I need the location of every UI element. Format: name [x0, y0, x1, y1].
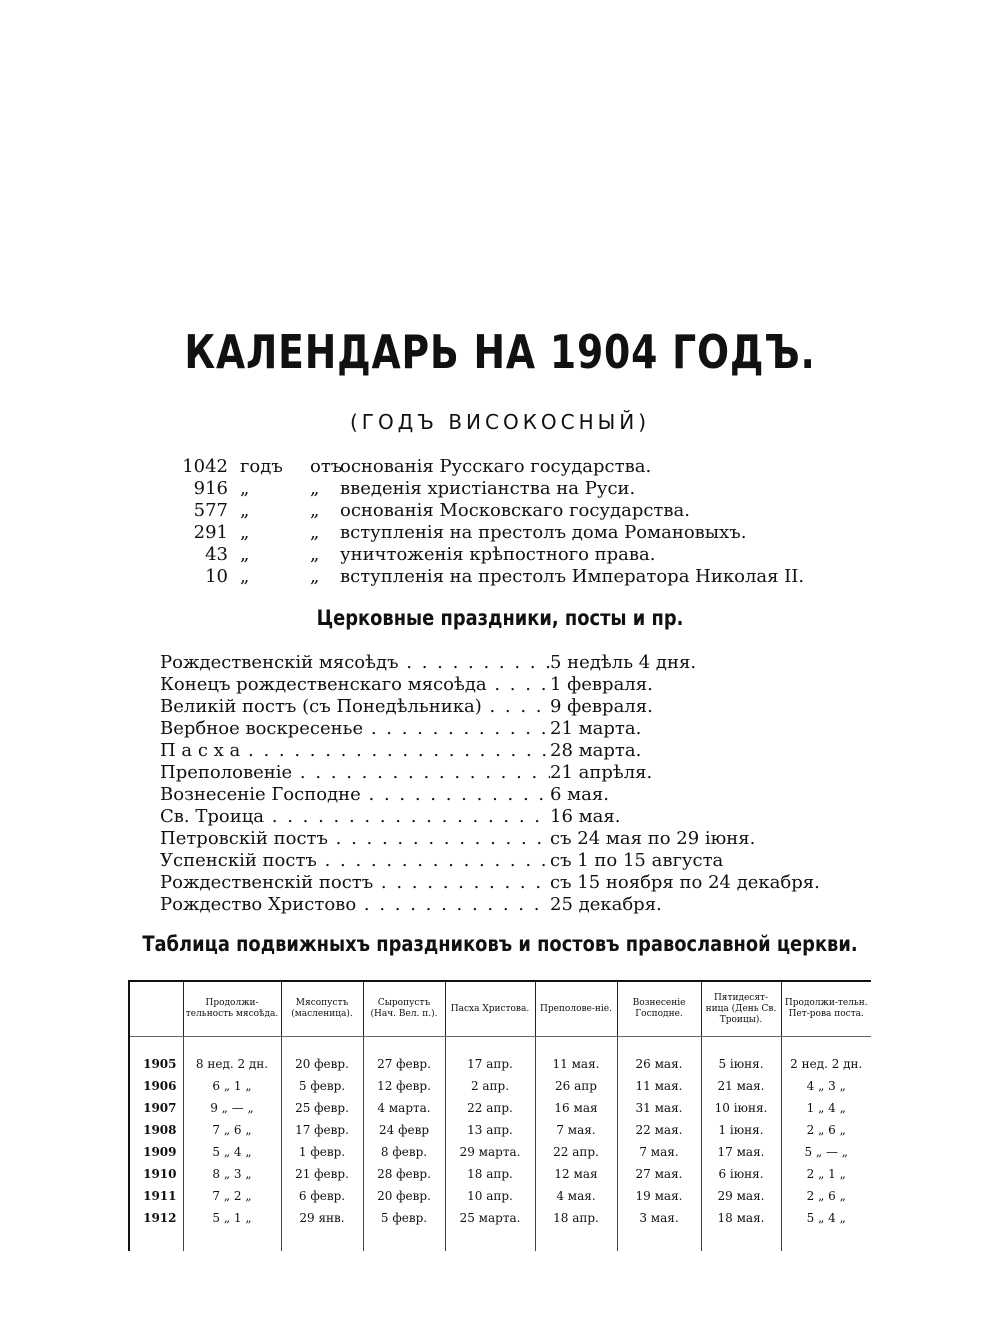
list-item — [160, 740, 880, 762]
table-cell: 7 мая. — [617, 1141, 701, 1163]
year-from: „ — [310, 500, 320, 521]
list-item — [160, 696, 880, 718]
table-cell: 2 апр. — [445, 1075, 535, 1097]
feast-value: 28 марта. — [550, 740, 642, 761]
table-cell: 4 мая. — [535, 1185, 617, 1207]
year-from: отъ — [310, 456, 343, 477]
column-header — [129, 981, 183, 1037]
table-cell: 5 іюня. — [701, 1053, 781, 1075]
list-item — [170, 566, 870, 588]
table-cell: 6 „ 1 „ — [183, 1075, 281, 1097]
year-event: основанія Московскаго государства. — [340, 500, 690, 521]
table-cell: 2 „ 1 „ — [781, 1163, 871, 1185]
year-count: 916 — [193, 478, 228, 499]
table-cell: 18 апр. — [445, 1163, 535, 1185]
feast-name: П а с х а . . . — [160, 740, 550, 762]
feast-name: Рождество Христово . . . — [160, 894, 550, 916]
table-cell: 11 мая. — [535, 1053, 617, 1075]
table-cell: 28 февр. — [363, 1163, 445, 1185]
table-cell: 10 іюня. — [701, 1097, 781, 1119]
table-cell: 12 февр. — [363, 1075, 445, 1097]
feast-value: съ 1 по 15 августа — [550, 850, 724, 871]
table-cell: 2 „ 6 „ — [781, 1119, 871, 1141]
feast-value: 16 мая. — [550, 806, 621, 827]
year-event: основанія Русскаго государства. — [340, 456, 652, 477]
table-cell: 7 мая. — [535, 1119, 617, 1141]
list-item — [160, 762, 880, 784]
column-header: Продолжи-тельность мясоѣда. — [183, 981, 281, 1037]
table-cell: 1908 — [129, 1119, 183, 1141]
table-row — [129, 1185, 871, 1207]
table-cell: 20 февр. — [281, 1053, 363, 1075]
year-event: уничтоженія крѣпостного права. — [340, 544, 656, 565]
feast-name: Св. Троица . . . — [160, 806, 550, 828]
list-item — [170, 522, 870, 544]
year-from: „ — [310, 478, 320, 499]
table-cell: 17 февр. — [281, 1119, 363, 1141]
year-word: „ — [240, 566, 250, 587]
feast-value: съ 24 мая по 29 іюня. — [550, 828, 756, 849]
feast-name: Конецъ рождественскаго мясоѣда . . . — [160, 674, 550, 696]
list-item — [170, 478, 870, 500]
table-cell: 1906 — [129, 1075, 183, 1097]
feast-value: 1 февраля. — [550, 674, 653, 695]
list-item — [160, 828, 880, 850]
table-cell: 1911 — [129, 1185, 183, 1207]
feast-value: 25 декабря. — [550, 894, 662, 915]
column-header: Мясопустъ (масленица). — [281, 981, 363, 1037]
list-item — [160, 894, 880, 916]
year-event: вступленія на престолъ Императора Николая II. — [340, 566, 805, 587]
table-cell: 5 „ 1 „ — [183, 1207, 281, 1229]
table-cell: 18 мая. — [701, 1207, 781, 1229]
table-cell: 6 іюня. — [701, 1163, 781, 1185]
table-cell: 8 „ 3 „ — [183, 1163, 281, 1185]
table-cell: 8 февр. — [363, 1141, 445, 1163]
list-item — [170, 500, 870, 522]
table-cell: 4 марта. — [363, 1097, 445, 1119]
feast-name: Вербное воскресенье . . . — [160, 718, 550, 740]
years-since-list — [170, 456, 870, 588]
column-header: Преполове-ніе. — [535, 981, 617, 1037]
table-cell: 4 „ 3 „ — [781, 1075, 871, 1097]
list-item — [160, 718, 880, 740]
table-row — [129, 1163, 871, 1185]
year-from: „ — [310, 566, 320, 587]
table-cell: 19 мая. — [617, 1185, 701, 1207]
table-cell: 29 марта. — [445, 1141, 535, 1163]
year-count: 43 — [205, 544, 228, 565]
feast-value: 21 марта. — [550, 718, 642, 739]
table-cell: 10 апр. — [445, 1185, 535, 1207]
feast-name: Вознесеніе Господне . . . — [160, 784, 550, 806]
table-row — [129, 1141, 871, 1163]
table-cell: 8 нед. 2 дн. — [183, 1053, 281, 1075]
table-row — [129, 1053, 871, 1075]
year-word: „ — [240, 500, 250, 521]
year-count: 10 — [205, 566, 228, 587]
column-header: Пятидесят-ница (День Св. Троицы). — [701, 981, 781, 1037]
column-header: Сыропустъ (Нач. Вел. п.). — [363, 981, 445, 1037]
list-item — [160, 806, 880, 828]
table-cell: 1 „ 4 „ — [781, 1097, 871, 1119]
table-row — [129, 1075, 871, 1097]
year-word: „ — [240, 544, 250, 565]
table-cell: 25 февр. — [281, 1097, 363, 1119]
table-cell: 24 февр — [363, 1119, 445, 1141]
table-cell: 1 февр. — [281, 1141, 363, 1163]
year-word: „ — [240, 522, 250, 543]
year-count: 577 — [193, 500, 228, 521]
feast-value: 21 апрѣля. — [550, 762, 653, 783]
table-cell: 26 мая. — [617, 1053, 701, 1075]
feast-name: Рождественскій мясоѣдъ . . . — [160, 652, 550, 674]
year-from: „ — [310, 522, 320, 543]
table-cell: 25 марта. — [445, 1207, 535, 1229]
table-cell: 17 апр. — [445, 1053, 535, 1075]
column-header: Пасха Христова. — [445, 981, 535, 1037]
year-event: вступленія на престолъ дома Романовыхъ. — [340, 522, 747, 543]
list-item — [170, 544, 870, 566]
table-cell: 29 янв. — [281, 1207, 363, 1229]
year-word: „ — [240, 478, 250, 499]
table-cell: 5 „ 4 „ — [781, 1207, 871, 1229]
table-row — [129, 1207, 871, 1229]
feast-name: Петровскій постъ . . . — [160, 828, 550, 850]
table-cell: 5 „ — „ — [781, 1141, 871, 1163]
table-cell: 13 апр. — [445, 1119, 535, 1141]
table-cell: 21 февр. — [281, 1163, 363, 1185]
table-cell: 1905 — [129, 1053, 183, 1075]
page-title: КАЛЕНДАРЬ НА 1904 ГОДЪ. — [184, 325, 816, 379]
feast-value: съ 15 ноября по 24 декабря. — [550, 872, 820, 893]
movable-feasts-heading: Таблица подвижныхъ праздниковъ и постовъ православной церкви. — [142, 932, 858, 956]
table-cell: 29 мая. — [701, 1185, 781, 1207]
feast-name: Преполовеніе . . . — [160, 762, 550, 784]
list-item — [160, 850, 880, 872]
feast-value: 6 мая. — [550, 784, 609, 805]
list-item — [160, 872, 880, 894]
table-cell: 1 іюня. — [701, 1119, 781, 1141]
table-cell: 22 апр. — [445, 1097, 535, 1119]
table-cell: 9 „ — „ — [183, 1097, 281, 1119]
table-header-row — [129, 981, 871, 1037]
table-cell: 6 февр. — [281, 1185, 363, 1207]
feast-name: Рождественскій постъ . . . — [160, 872, 550, 894]
table-cell: 2 „ 6 „ — [781, 1185, 871, 1207]
year-count: 1042 — [182, 456, 228, 477]
feast-name: Успенскій постъ . . . — [160, 850, 550, 872]
column-header: Вознесеніе Господне. — [617, 981, 701, 1037]
table-cell: 7 „ 6 „ — [183, 1119, 281, 1141]
feast-value: 9 февраля. — [550, 696, 653, 717]
table-cell: 20 февр. — [363, 1185, 445, 1207]
column-header: Продолжи-тельн. Пет-рова поста. — [781, 981, 871, 1037]
table-row — [129, 1119, 871, 1141]
list-item — [170, 456, 870, 478]
year-word: годъ — [240, 456, 283, 477]
table-cell: 22 апр. — [535, 1141, 617, 1163]
table-cell: 2 нед. 2 дн. — [781, 1053, 871, 1075]
table-cell: 18 апр. — [535, 1207, 617, 1229]
table-cell: 1910 — [129, 1163, 183, 1185]
table-cell: 21 мая. — [701, 1075, 781, 1097]
list-item — [160, 652, 880, 674]
feast-name: Великій постъ (съ Понедѣльника) . . . — [160, 696, 550, 718]
table-cell: 7 „ 2 „ — [183, 1185, 281, 1207]
year-count: 291 — [193, 522, 228, 543]
year-event: введенія христіанства на Руси. — [340, 478, 636, 499]
year-from: „ — [310, 544, 320, 565]
table-cell: 12 мая — [535, 1163, 617, 1185]
table-cell: 31 мая. — [617, 1097, 701, 1119]
table-cell: 17 мая. — [701, 1141, 781, 1163]
table-cell: 27 февр. — [363, 1053, 445, 1075]
table-cell: 11 мая. — [617, 1075, 701, 1097]
table-cell: 1907 — [129, 1097, 183, 1119]
table-tail-row — [129, 1229, 871, 1251]
movable-feasts-table-wrapper — [128, 980, 870, 1251]
feast-value: 5 недѣль 4 дня. — [550, 652, 697, 673]
table-cell: 22 мая. — [617, 1119, 701, 1141]
table-cell: 5 „ 4 „ — [183, 1141, 281, 1163]
table-cell: 5 февр. — [363, 1207, 445, 1229]
table-cell: 1909 — [129, 1141, 183, 1163]
list-item — [160, 674, 880, 696]
table-cell: 16 мая — [535, 1097, 617, 1119]
table-cell: 3 мая. — [617, 1207, 701, 1229]
table-cell: 27 мая. — [617, 1163, 701, 1185]
table-spacer-row — [129, 1037, 871, 1054]
list-item — [160, 784, 880, 806]
table-cell: 5 февр. — [281, 1075, 363, 1097]
table-row — [129, 1097, 871, 1119]
page-subtitle: (ГОДЪ ВИСОКОСНЫЙ) — [349, 410, 651, 434]
table-cell: 26 апр — [535, 1075, 617, 1097]
movable-feasts-table — [128, 980, 871, 1251]
church-feasts-heading: Церковные праздники, посты и пр. — [316, 606, 684, 630]
church-feasts-list — [160, 652, 880, 916]
table-cell: 1912 — [129, 1207, 183, 1229]
